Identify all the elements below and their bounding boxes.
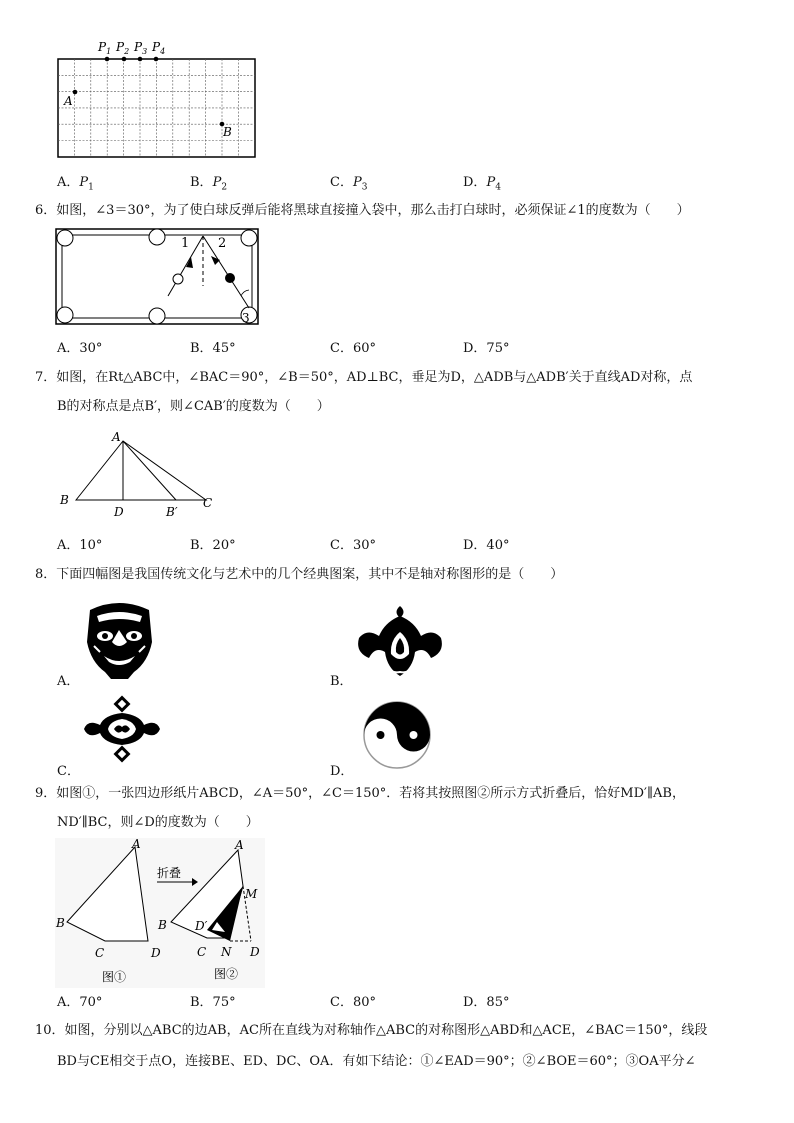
q7-option-d[interactable]: D．40° <box>463 538 510 553</box>
black-ball <box>225 273 235 283</box>
q10-text-line2: BD与CE相交于点O，连接BE、ED、DC、OA．有如下结论：①∠EAD＝90°；②∠BOE＝60°；③OA平分∠ <box>57 1054 696 1069</box>
label-b: B <box>223 125 232 139</box>
q9-text-line2: ND′∥BC，则∠D的度数为（ ） <box>57 815 259 830</box>
angle-3-label: 3 <box>242 311 250 325</box>
q6-option-d[interactable]: D．75° <box>463 341 510 356</box>
fig2-label-n: N <box>221 945 232 959</box>
q8-text: 8．下面四幅图是我国传统文化与艺术中的几个经典图案，其中不是轴对称图形的是（ ） <box>35 567 564 582</box>
q7-option-c[interactable]: C．30° <box>330 538 376 553</box>
q7-option-b[interactable]: B．20° <box>190 538 236 553</box>
label-p1: $P_1$ <box>98 40 112 56</box>
q9-option-d[interactable]: D．85° <box>463 995 510 1010</box>
q9-option-b[interactable]: B．75° <box>190 995 236 1010</box>
label-c: C <box>203 496 213 510</box>
fig2-label-d: D <box>250 945 260 959</box>
knot-pattern <box>82 697 162 761</box>
taiji-pattern <box>358 700 438 770</box>
q8-option-d[interactable]: D． <box>330 764 354 779</box>
point-p1 <box>105 57 110 62</box>
fig1-label-a: A <box>132 837 141 851</box>
label-d: D <box>114 505 124 519</box>
point-p4 <box>154 57 159 62</box>
q7-text-line2: B的对称点是点B′，则∠CAB′的度数为（ ） <box>57 399 330 414</box>
q6-text: 6．如图，∠3＝30°，为了使白球反弹后能将黑球直接撞入袋中，那么击打白球时，必须保证∠1的度数为（ ） <box>35 203 690 218</box>
fig2-label-m: M <box>245 887 258 901</box>
q6-option-a[interactable]: A．30° <box>57 341 103 356</box>
q5-option-b[interactable]: B．$P_2$ <box>190 175 228 193</box>
q9-option-a[interactable]: A．70° <box>57 995 103 1010</box>
q8-option-c[interactable]: C． <box>57 764 80 779</box>
q8-option-a[interactable]: A． <box>57 674 80 689</box>
fig2-label-dprime: D′ <box>195 919 208 933</box>
label-b: B <box>60 493 69 507</box>
q7-text-line1: 7．如图，在Rt△ABC中，∠BAC＝90°，∠B＝50°，AD⊥BC，垂足为D，△ADB与△ADB′关于直线AD对称，点 <box>35 370 693 385</box>
fig1-label-c: C <box>95 946 105 960</box>
q9-text-line1: 9．如图①，一张四边形纸片ABCD，∠A＝50°，∠C＝150°．若将其按照图②所示方式折叠后，恰好MD′∥AB， <box>35 786 685 801</box>
label-a: A <box>112 430 121 444</box>
q5-grid-figure <box>58 40 258 165</box>
fig2-caption: 图② <box>214 967 239 981</box>
q10-text-line1: 10．如图，分别以△ABC的边AB，AC所在直线为对称轴作△ABC的对称图形△ABD和△ACE，∠BAC＝150°，线段 <box>35 1023 708 1038</box>
floral-ornament-pattern <box>355 602 445 680</box>
label-a: A <box>64 94 73 108</box>
fig2-label-b: B <box>158 918 167 932</box>
angle-1-label: 1 <box>181 236 190 251</box>
q5-option-c[interactable]: C．$P_3$ <box>330 175 368 193</box>
fig1-caption: 图① <box>102 970 127 984</box>
white-ball <box>173 274 183 284</box>
point-a <box>73 90 78 95</box>
q9-fold-figure <box>55 838 265 988</box>
q7-triangle-figure <box>55 428 225 518</box>
point-p3 <box>138 57 143 62</box>
point-p2 <box>122 57 127 62</box>
q5-option-d[interactable]: D．$P_4$ <box>463 175 501 193</box>
label-b-prime: B′ <box>166 505 178 519</box>
q5-option-a[interactable]: A．$P_1$ <box>57 175 94 193</box>
fold-label: 折叠 <box>157 866 182 880</box>
angle-2-label: 2 <box>218 236 227 251</box>
q7-option-a[interactable]: A．10° <box>57 538 103 553</box>
fig2-label-c: C <box>197 945 207 959</box>
label-p2: $P_2$ <box>116 40 130 56</box>
fig2-label-a: A <box>235 838 244 852</box>
q6-billiard-figure <box>55 228 260 328</box>
q9-option-c[interactable]: C．80° <box>330 995 376 1010</box>
q8-option-b[interactable]: B． <box>330 674 353 689</box>
q6-option-b[interactable]: B．45° <box>190 341 236 356</box>
label-p4: $P_4$ <box>152 40 166 56</box>
label-p3: $P_3$ <box>134 40 148 56</box>
fig1-label-b: B <box>56 916 65 930</box>
q6-option-c[interactable]: C．60° <box>330 341 376 356</box>
opera-mask-pattern <box>82 600 157 680</box>
fig1-label-d: D <box>151 946 161 960</box>
